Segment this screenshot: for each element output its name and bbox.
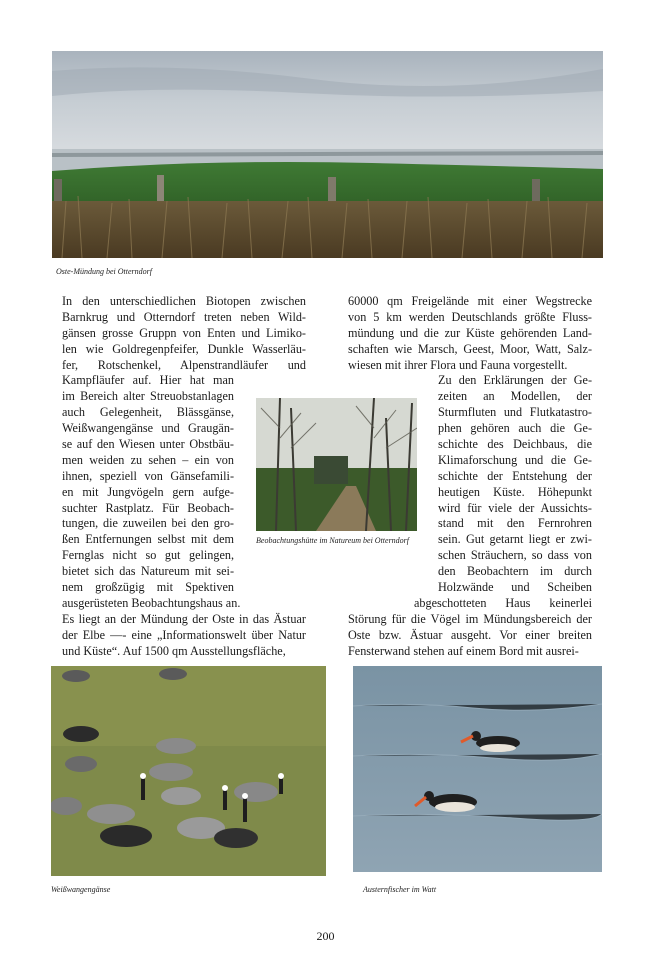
text-line: ihnen, speziell von Gänsefamili- xyxy=(62,468,234,483)
text-line: Fensterwand stehen auf einem Bord mit ausrei- xyxy=(348,643,579,658)
text-line: wird für viele der Aussichts- xyxy=(438,500,592,515)
text-line: en mit Jungvögeln gern aufge- xyxy=(62,484,234,499)
text-line: Oste bzw. Ästuar ausgeht. Vor einer breiten xyxy=(348,627,592,642)
text-line: Es liegt an der Mündung der Oste in das Ästuar xyxy=(62,611,306,626)
text-line: stand mit den Fernrohren xyxy=(438,516,592,531)
text-line: Fernglas nicht so gut gelingen, xyxy=(62,548,234,563)
text-line: schichte der Entstehung der xyxy=(438,468,592,483)
text-line: Zu den Erklärungen der Ge- xyxy=(438,373,592,388)
text-line: abgeschotteten Haus keinerlei xyxy=(414,595,592,610)
text-line: heutigen Küste. Höhepunkt xyxy=(438,484,592,499)
caption-middle-photo: Beobachtungshütte im Natureum bei Otterndorf xyxy=(256,536,410,545)
text-line: ausgerüsteten Beobachtungshaus an. xyxy=(62,595,241,610)
caption-top-photo: Oste-Mündung bei Otterndorf xyxy=(56,267,152,276)
text-line: im Bereich alter Streuobstanlagen xyxy=(62,389,234,404)
text-line: mündung und die zur Küste gehörenden Land- xyxy=(348,325,592,340)
text-line: Kampfläufer auf. Hier hat man xyxy=(62,373,234,388)
text-line: tungen, die zuweilen bei den gro- xyxy=(62,516,234,531)
text-line: fer, Rotschenkel, Alpenstrandläufer und xyxy=(62,357,306,372)
text-line: auch Gelegenheit, Blässgänse, xyxy=(62,405,234,420)
text-line: Weißwangengänse und Graugän- xyxy=(62,421,234,436)
text-line: von 5 km werden Deutschlands größte Fluss- xyxy=(348,309,592,324)
photo-austernfischer xyxy=(353,666,602,872)
photo-weisswangengaense xyxy=(51,666,326,876)
photo-beobachtungshuette xyxy=(256,398,417,531)
text-line: len wie Goldregenpfeifer, Dunkle Wasserläu- xyxy=(62,341,306,356)
text-line: Störung für die Vögel im Mündungsbereich der xyxy=(348,611,592,626)
text-line: bietet sich das Natureum mit sei- xyxy=(62,564,234,579)
text-line: schen Sträuchern, so dass von xyxy=(438,548,592,563)
text-line: men weiden zu sehen – ein von xyxy=(62,452,234,467)
text-line: ßen Entfernungen selbst mit dem xyxy=(62,532,234,547)
text-line: gänsen grosse Gruppn von Enten und Limiko- xyxy=(62,325,306,340)
caption-bottom-left-photo: Weißwangengänse xyxy=(51,885,111,894)
text-line: phen gehören auch die Ge- xyxy=(438,421,592,436)
text-line: wiesen mit ihrer Flora und Fauna vorgestellt. xyxy=(348,357,568,372)
photo-oste-muendung xyxy=(52,51,603,258)
text-line: sein. Gut getarnt liegt er zwi- xyxy=(438,532,592,547)
text-line: In den unterschiedlichen Biotopen zwischen xyxy=(62,294,306,308)
text-line: Klimaforschung und die Ge- xyxy=(438,452,592,467)
text-line: nem großzügig mit Spektiven xyxy=(62,580,234,595)
text-line: der Elbe —- eine „Informationswelt über Natur xyxy=(62,627,306,642)
page-number: 200 xyxy=(316,929,335,943)
text-line: Barnkrug und Otterndorf treten neben Wild- xyxy=(62,309,306,324)
text-line: und Küste“. Auf 1500 qm Ausstellungsfläche, xyxy=(62,643,286,658)
text-line: 60000 qm Freigelände mit einer Wegstrecke xyxy=(348,294,592,308)
text-line: se auf den Wiesen unter Obstbäu- xyxy=(62,437,234,452)
text-line: Sturmfluten und Flutkatastro- xyxy=(438,405,592,420)
text-line: zeiten an Modellen, der xyxy=(438,389,592,404)
text-line: den Beobachtern im durch xyxy=(438,564,592,579)
text-line: schaften wie Marsch, Geest, Moor, Watt, Salz- xyxy=(348,341,592,356)
text-line: suchter Rastplatz. Für Beobach- xyxy=(62,500,234,515)
text-line: Holzwände und Scheiben xyxy=(438,580,592,595)
text-line: schichte des Deichbaus, die xyxy=(438,437,592,452)
caption-bottom-right-photo: Austernfischer im Watt xyxy=(363,885,437,894)
